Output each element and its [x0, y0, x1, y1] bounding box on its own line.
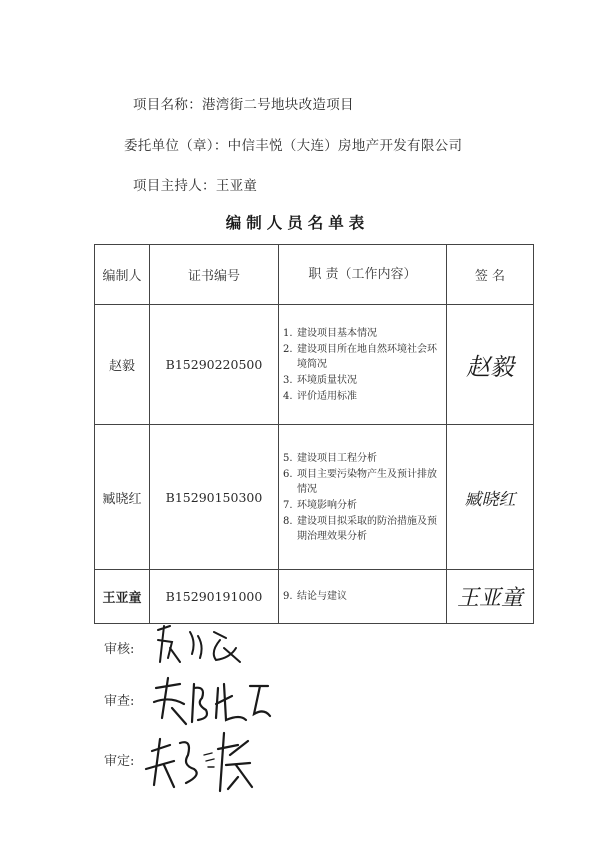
duty-text: 环境质量状况	[297, 374, 357, 386]
duty-list	[279, 425, 447, 570]
duty-item	[283, 589, 442, 604]
duty-item	[283, 514, 442, 544]
host-row	[133, 174, 257, 194]
header-duties: 职 责（工作内容）	[279, 245, 447, 305]
approve-signature-icon	[140, 725, 280, 795]
host-value: 王亚童	[215, 178, 258, 194]
project-name-label: 项目名称：	[133, 97, 202, 113]
duty-number: 1.	[283, 327, 293, 339]
signature-cell	[447, 570, 534, 624]
handwritten-signature: 臧晓红	[464, 489, 516, 510]
handwritten-signature: 赵毅	[466, 353, 514, 381]
preparer-name: 王亚童	[95, 570, 150, 624]
signature-cell	[447, 305, 534, 425]
duty-number: 3.	[283, 374, 293, 386]
duty-text: 建设项目拟采取的防治措施及预期治理效果分析	[297, 515, 437, 542]
staff-table	[94, 244, 534, 624]
duty-item	[283, 467, 442, 497]
certificate-number: B15290150300	[150, 425, 279, 570]
table-row	[95, 305, 534, 425]
duty-number: 2.	[283, 343, 293, 355]
client-value: 中信丰悦（大连）房地产开发有限公司	[227, 138, 463, 154]
duty-number: 9.	[283, 591, 293, 602]
audit-signature-icon	[150, 618, 270, 668]
check-signature-icon	[150, 674, 280, 729]
duty-text: 建设项目基本情况	[297, 327, 377, 339]
duty-list	[279, 305, 447, 425]
signature-cell	[447, 425, 534, 570]
header-certificate: 证书编号	[150, 245, 279, 305]
sheet-title: 编制人员名单表	[225, 214, 370, 232]
approve-label: 审定:	[104, 754, 135, 769]
certificate-number: B15290220500	[150, 305, 279, 425]
project-name-value: 港湾街二号地块改造项目	[202, 97, 354, 113]
duty-number: 4.	[283, 390, 293, 402]
audit-label: 审核:	[104, 642, 135, 657]
duty-number: 6.	[283, 468, 293, 480]
table-row	[95, 425, 534, 570]
table-header-row	[95, 245, 534, 305]
client-label: 委托单位（章）：	[124, 138, 228, 154]
host-label: 项目主持人：	[133, 178, 216, 194]
duty-item	[283, 389, 442, 404]
project-name-row	[133, 93, 354, 113]
duty-number: 8.	[283, 515, 293, 527]
duty-item	[283, 451, 442, 466]
client-row	[124, 134, 462, 154]
duty-number: 7.	[283, 499, 293, 511]
handwritten-signature: 王亚童	[456, 586, 523, 611]
duty-item	[283, 342, 442, 372]
check-label: 审查:	[104, 694, 135, 709]
header-signature: 签 名	[447, 245, 534, 305]
preparer-name: 赵毅	[95, 305, 150, 425]
certificate-number: B15290191000	[150, 570, 279, 624]
duty-text: 建设项目工程分析	[297, 452, 377, 464]
duty-text: 建设项目所在地自然环境社会环境简况	[297, 343, 437, 370]
header-preparer: 编制人	[95, 245, 150, 305]
duty-number: 5.	[283, 452, 293, 464]
duty-text: 环境影响分析	[297, 499, 357, 511]
duty-item	[283, 326, 442, 341]
duty-item	[283, 373, 442, 388]
duty-item	[283, 498, 442, 513]
duty-list	[279, 570, 447, 624]
duty-text: 评价适用标准	[297, 390, 357, 402]
duty-text: 结论与建议	[297, 591, 347, 602]
table-row	[95, 570, 534, 624]
duty-text: 项目主要污染物产生及预计排放情况	[297, 468, 437, 495]
preparer-name: 臧晓红	[95, 425, 150, 570]
